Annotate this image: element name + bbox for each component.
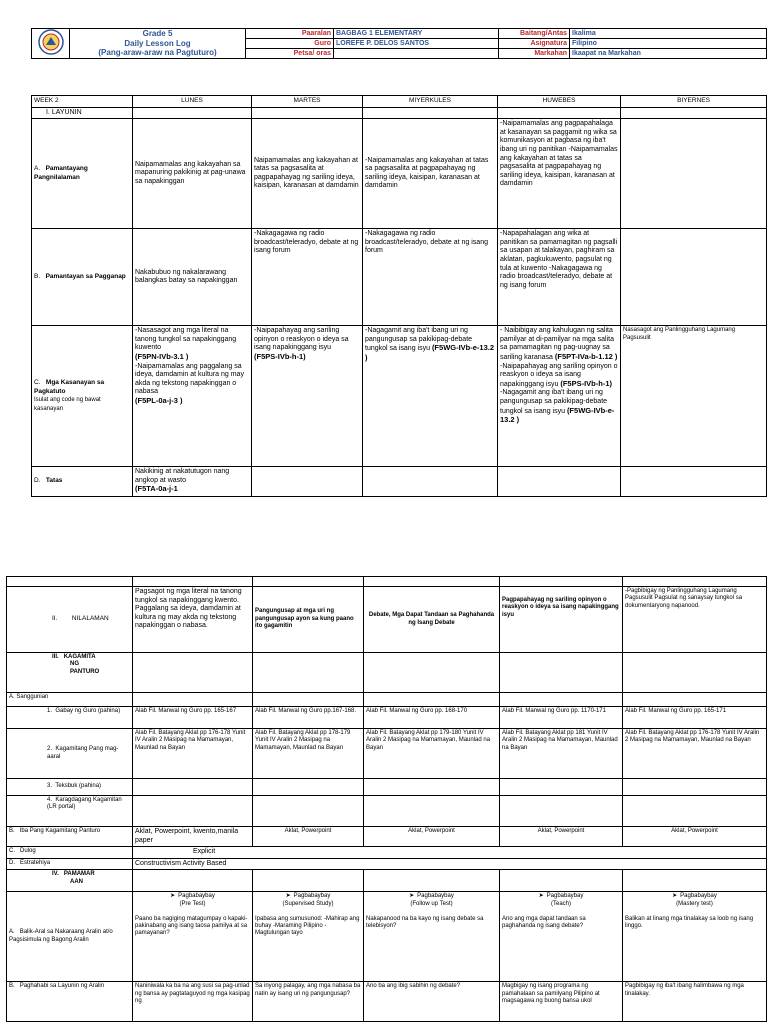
cell-a-huwebes: -Naipamamalas ang pagpapahalaga at kasanayan sa paggamit ng wika sa komunikasyon at pagbasa ng iba't ibang uri ng panitikan -Naipamamalas ang kakayahan at tatas sa pagsasalita at pagpapahayag ng sariling ideya, kaisipan, karanasan at damdamin [498,119,621,229]
day-lunes: LUNES [133,96,252,108]
row-pamantayang-pangnilalaman [32,119,767,229]
row-gabay [7,707,767,729]
row-label-kagamitan: III. KAGAMITA NG PANTURO [7,653,133,693]
cell-c-miyerkules: -Nagagamit ang iba't ibang uri ng pangungusap sa pakikipag-debate tungkol sa isang isyu (F5WG-IVb-e-13.2 ) [363,326,498,467]
row-balik-aral [7,892,767,982]
cell-c-biyernes: Nasasagot ang Panlinggu​hang Lagumang Pagsusulit [621,326,767,467]
row-karagdagang-kagamitan [7,796,767,827]
cell-kagamitang-martes: Alab Fil. Batayang Aklat pp 178-179 Yunit IV Aralin 2 Masipag na Mamamayan, Maunlad na Bayan [253,729,364,779]
cell-balik-miyerkules: ➤ Pagbabaybay (Follow up Test) Nakapanood na ba kayo ng isang debate sa telebisyon? [364,892,500,982]
row-label-teksbuk: 3. Teksbuk (pahina) [7,779,133,796]
deped-logo [32,29,70,59]
cell-nilalaman-huwebes: Pagpapahayag ng sariling opinyon o reaskyon o ideya sa isang napakinggang isyu [500,587,623,653]
cell-a-miyerkules: -Naipamamalas ang kakayahan at tatas sa pagsasalita at pagpapahayag ng sariling ideya, kaisipan, karanasan at damdamin [363,119,498,229]
nilalaman-table [6,576,767,1022]
row-dulog [7,847,767,859]
cell-kagamitang-miyerkules: Alab Fil. Batayang Aklat pp 179-180 Yunit IV Aralin 2 Masipag na Mamamayan, Maunlad na Bayan [364,729,500,779]
row-label-nilalaman: II. NILALAMAN [7,587,133,653]
cell-paghahabi-miyerkules: Ano ba ang ibig sabihin ng debate? [364,982,500,1022]
cell-a-biyernes [621,119,767,229]
row-kagamitang-pang-mag-aaral [7,729,767,779]
row-label-b: B. Pamantayan sa Pagganap [32,229,133,326]
asignatura-label: Asignatura [499,39,570,49]
cell-nilalaman-martes: Pangungusap at mga uri ng pangungusap ayon sa kung paano ito gagamitin [253,587,364,653]
row-label-gabay: 1. Gabay ng Guro (pahina) [7,707,133,729]
row-kagamitan [7,653,767,693]
cell-paghahabi-lunes: Naniniwala ka ba na ang susi sa pag-unlad ng bansa ay pagtataguyod ng mga kasipag ng [133,982,253,1022]
cell-c-lunes: -Nasasagot ang mga literal na tanong tungkol sa napakinggang kuwento (F5PN-IVb-3.1 ) -Naipamamalas ang paggalang sa ideya, damdamin at kultura ng may akda ng tekstong napakinggan o nabasa (F5PL-0a-j-3 ) [133,326,252,467]
row-teksbuk [7,779,767,796]
row-nilalaman [7,587,767,653]
cell-nilalaman-miyerkules: Debate, Mga Dapat Tandaan sa Paghahanda ng Isang Debate [364,587,500,653]
day-huwebes: HUWEBES [498,96,621,108]
seal-icon [37,29,65,55]
row-pamamaraan [7,870,767,892]
week-label: WEEK 2 [32,96,133,108]
arrow-bullet-icon: ➤ [409,893,415,900]
row-pamantayan-sa-pagganap [32,229,767,326]
row-label-balik: A. Balik-Aral sa Nakaraang Aralin at/o Pagsisimula ng Bagong Aralin [7,892,133,982]
header-table [31,28,767,59]
asignatura-value: Filipino [570,39,767,49]
cell-kagamitang-huwebes: Alab Fil. Batayang Aklat pp 181 Yunit IV Aralin 2 Masipag na Mamamayan, Maunlad na Bayan [500,729,623,779]
cell-gabay-huwebes: Alab Fil. Manwal ng Guro pp. 1170-171 [500,707,623,729]
estratehiya-value: Constructivism Activity Based [133,858,767,870]
dulog-value: Explicit [133,847,767,859]
cell-balik-martes: ➤ Pagbabaybay (Supervised Study) Ipabasa ang sumusunod: -Mahirap ang buhay -Maraming Pilipino -Magtulungan tayo [253,892,364,982]
row-label-dulog: C. Dulog [7,847,133,859]
row-label-estratehiya: D. Estratehiya [7,858,133,870]
row-label-karagdagang: 4. Karagdagang Kagamitan (LR portal) [7,796,133,827]
cell-paghahabi-martes: Sa inyong palagay, ang mga nabasa ba natin ay isang uri ng pangungusap? [253,982,364,1022]
petsa-value [334,49,499,59]
cell-kagamitang-lunes: Alab Fil. Batayang Aklat pp 176-178 Yunit IV Aralin 2 Masipag na Mamamayan, Maunlad na Bayan [133,729,253,779]
day-biyernes: BIYERNES [621,96,767,108]
day-miyerkules: MIYERKULES [363,96,498,108]
baitang-value: Ikalima [570,29,767,39]
cell-a-martes: Naipamamalas ang kakayahan at tatas sa pagsasalita at pagpapahayag ng sariling ideya, kaisipan, karanasan at damdamin [252,119,363,229]
row-label-a: A. Pamantayang Pangnilalaman [32,119,133,229]
row-label-c: C. Mga Kasanayan sa Pagkatuto Isulat ang code ng bawat kasanayan [32,326,133,467]
row-tatas [32,467,767,497]
row-sanggunian [7,693,767,707]
guro-label: Guro [246,39,334,49]
paaralan-label: Paaralan [246,29,334,39]
cell-gabay-biyernes: Alab Fil. Manwal ng Guro pp. 165-171 [623,707,767,729]
cell-iba-miyerkules: Aklat, Powerpoint [364,827,500,847]
day-header-row [32,96,767,108]
layunin-row [32,107,767,119]
cell-a-lunes: Naipamamalas ang kakayahan sa mapanuring pakikinig at pag-unawa sa napakinggan [133,119,252,229]
cell-nilalaman-biyernes: -Pagbibigay ng Panlingguhang Lagumang Pagsusulit Pagsulat ng sanaysay tungkol sa dokumentaryong napanood. [623,587,767,653]
cell-paghahabi-huwebes: Magbigay ng isang programa ng pamahalaan sa pamilyang Pilipino at magsagawa ng buong bansa ukol [500,982,623,1022]
cell-b-biyernes [621,229,767,326]
row-label-kagamitang: 2. Kagamitang Pang mag-aaral [7,729,133,779]
petsa-label: Petsa/ oras [246,49,334,59]
cell-iba-biyernes: Aklat, Powerpoint [623,827,767,847]
layunin-table [31,95,767,497]
arrow-bullet-icon: ➤ [672,893,678,900]
cell-nilalaman-lunes: Pagsagot ng mga literal na tanong tungkol sa napakinggang kwento. Paggalang sa ideya, damdamin at kultura ng may akda ng tekstong napakinggan o nabasa. [133,587,253,653]
row-label-sanggunian: A. Sanggunian [7,693,133,707]
cell-iba-huwebes: Aklat, Powerpoint [500,827,623,847]
cell-b-lunes: Nakabubuo ng nakalarawang balangkas batay sa napakinggan [133,229,252,326]
day-martes: MARTES [252,96,363,108]
layunin-label: I. LAYUNIN [32,107,133,119]
cell-b-martes: -Nakagagawa ng radio broadcast/teleradyo, debate at ng isang forum [252,229,363,326]
cell-c-martes: -Naipapahayag ang sariling opinyon o reaskyon o ideya sa isang napakinggang isyu (F5PS-IVb-h-1) [252,326,363,467]
cell-gabay-martes: Alab Fil. Manwal ng Guro pp.167-168. [253,707,364,729]
cell-balik-lunes: ➤ Pagbabaybay (Pre Test) Paano ba nagiging matagumpay o kapaki-pakinabang ang isang taosa pamilya at sa pamayanan? [133,892,253,982]
row-paghahabi [7,982,767,1022]
row-kasanayan-sa-pagkatuto [32,326,767,467]
guro-value: LOREFE P. DELOS SANTOS [334,39,499,49]
arrow-bullet-icon: ➤ [538,893,544,900]
paaralan-value: BAGBAG 1 ELEMENTARY [334,29,499,39]
row-label-pamamaraan: IV. PAMAMAR AAN [7,870,133,892]
cell-gabay-lunes: Alab Fil. Manwal ng Guro pp. 165-167 [133,707,253,729]
row-label-paghahabi: B. Paghahabi sa Layunin ng Aralin [7,982,133,1022]
cell-iba-lunes: Aklat, Powerpoint, kwento,manila paper [133,827,253,847]
row-estratehiya [7,858,767,870]
cell-balik-biyernes: ➤ Pagbabaybay (Mastery test) Balikan at linang mga tinalakay sa loob ng isang linggo. [623,892,767,982]
cell-kagamitang-biyernes: Alab Fil. Batayang Aklat pp 176-178 Yunit IV Aralin 2 Masipag na Mamamayan, Maunlad na Bayan [623,729,767,779]
markahan-value: Ikaapat na Markahan [570,49,767,59]
row-iba-pang-kagamitan [7,827,767,847]
cell-iba-martes: Aklat, Powerpoint [253,827,364,847]
markahan-label: Markahan [499,49,570,59]
row-label-iba: B. Iba Pang Kagamitang Panturo [7,827,133,847]
cell-paghahabi-biyernes: Pagbibigay ng iba't ibang halimbawa ng mga tinalakay. [623,982,767,1022]
cell-b-huwebes: -Napapahalagan ang wika at panitikan sa pamamagitan ng pagsalli sa usapan at talakayan, paghiram sa aklatan, pagkukuwento, pagsulat ng tula at kuwento -Nakagagawa ng radio broadcast/teleradyo, debate at ng isang forum [498,229,621,326]
cell-c-huwebes: - Naibibigay ang kahulugan ng salita pamilyar at di-pamilyar na mga salita sa pamamagitan ng pag-uugnay sa sariling karanasa (F5PT-IVa-b-1.12 ) -Naipapahayag ang sariling opinyon o reaskyon o ideya sa isang napakinggang isyu (F5PS-IVb-h-1) -Nagagamit ang iba't ibang uri ng pangungusap sa pakikipag-debate tungkol sa isang isyu (F5WG-IVb-e-13.2 ) [498,326,621,467]
row-label-d: D. Tatas [32,467,133,497]
baitang-label: Baitang/Antas [499,29,570,39]
arrow-bullet-icon: ➤ [170,893,176,900]
cell-balik-huwebes: ➤ Pagbabaybay (Teach) Ano ang mga dapat tandaan sa paghahanda ng isang debate? [500,892,623,982]
arrow-bullet-icon: ➤ [285,893,291,900]
cell-d-lunes: Nakikinig at nakatutugon nang angkop at wasto (F5TA-0a-j-1 [133,467,252,497]
cell-gabay-miyerkules: Alab Fil. Manwal ng Guro pp. 168-170 [364,707,500,729]
cell-b-miyerkules: -Nakagagawa ng radio broadcast/teleradyo, debate at ng isang forum [363,229,498,326]
page-title: Grade 5 Daily Lesson Log (Pang-araw-araw na Pagtuturo) [70,29,246,59]
